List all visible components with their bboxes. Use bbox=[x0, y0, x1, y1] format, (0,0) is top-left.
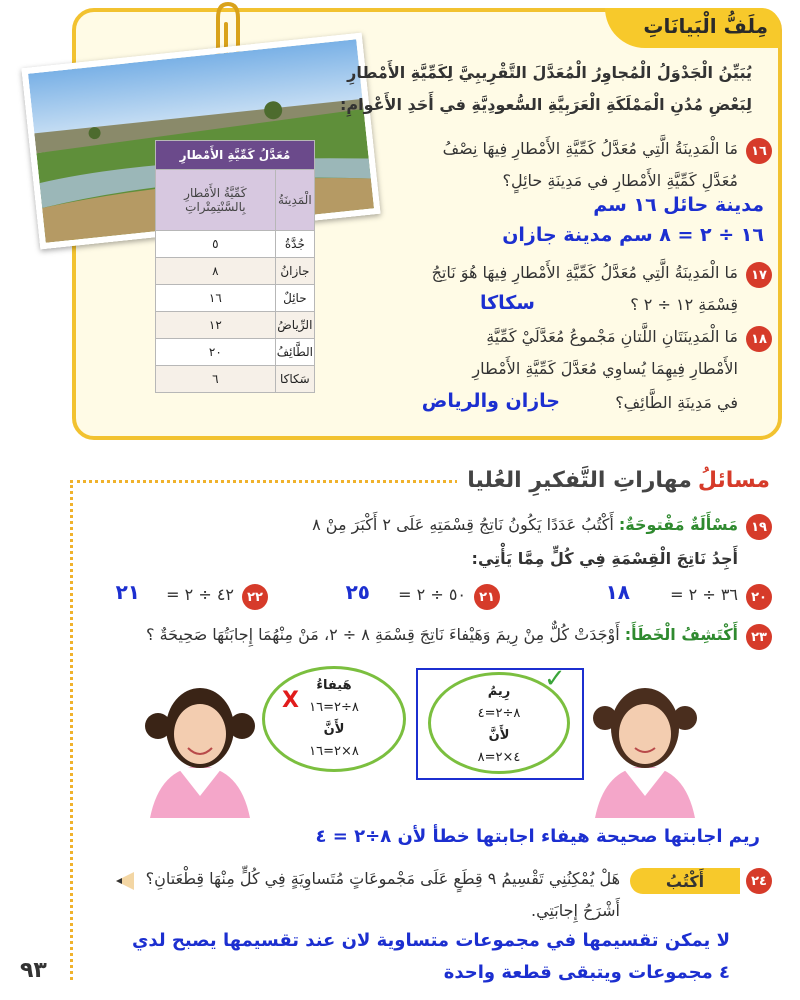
cell-value: ٨ bbox=[156, 258, 276, 285]
table-row bbox=[156, 366, 315, 393]
question-20-number: ٢٠ bbox=[746, 584, 772, 610]
question-23-text bbox=[58, 620, 738, 650]
question-23-label: أَكْتَشِفُ الْخَطَأَ: bbox=[624, 625, 738, 644]
cell-city: حائِلٌ bbox=[275, 285, 314, 312]
cell-city: جُدَّةُ bbox=[275, 231, 314, 258]
question-16-line-2: مُعَدَّلِ كَمِّيَّةِ الأَمْطارِ في مَدِينَةِ حائِلٍ؟ bbox=[502, 171, 738, 190]
table-row bbox=[156, 312, 315, 339]
data-file-title: مِلَفُّ الْبَيانَاتِ bbox=[643, 14, 768, 38]
girl-reem-illustration bbox=[575, 668, 715, 820]
question-17-answer: سكاكا bbox=[479, 292, 535, 314]
hots-heading bbox=[457, 460, 780, 500]
cell-value: ٥ bbox=[156, 231, 276, 258]
table-title: مُعَدَّلُ كَمِّيَّةِ الأَمْطارِ bbox=[156, 141, 315, 170]
question-20-answer: ١٨ bbox=[605, 580, 630, 604]
reem-name: رِيمُ bbox=[487, 684, 511, 699]
question-23-number: ٢٣ bbox=[746, 624, 772, 650]
question-18-line-1: مَا الْمَدِينَتَانِ اللَّتانِ مَجْموعُ مُعَدَّلَيْ كَمِّيَّةِ bbox=[486, 327, 738, 346]
intro-line-1: يُبَيِّنُ الْجَدْوَلُ الْمُجاوِرُ الْمُعَدَّلَ التَّقْرِيبِيَّ لِكَمِّيَّةِ الأَمْطارِ bbox=[347, 63, 752, 82]
girl-haifa-illustration bbox=[130, 668, 270, 820]
question-16-line-1: مَا الْمَدِينَةُ الَّتِي مُعَدَّلُ كَمِّيَّةِ الأَمْطارِ فِيهَا نِصْفُ bbox=[442, 139, 738, 158]
hots-heading-word-1: مسائلُ bbox=[697, 467, 770, 493]
haifa-name: هَيفاءُ bbox=[316, 678, 352, 693]
question-18-line-3: في مَدِينَةِ الطَّائِفِ؟ bbox=[615, 393, 738, 412]
cell-city: الطَّائِفُ bbox=[275, 339, 314, 366]
reem-check: ٤×٢=٨ bbox=[477, 750, 521, 765]
question-22-number: ٢٢ bbox=[242, 584, 268, 610]
question-18-answer: جازان والرياض bbox=[421, 390, 560, 412]
hots-heading-word-2: مهاراتِ التَّفكيرِ العُليا bbox=[467, 467, 692, 493]
cell-value: ٢٠ bbox=[156, 339, 276, 366]
question-16-answer-2: ١٦ ÷ ٢ = ٨ سم مدينة جازان bbox=[502, 224, 764, 246]
question-17-line-2: قِسْمَةِ ١٢ ÷ ٢ ؟ bbox=[630, 295, 738, 314]
table-header-amount: كَمِّيَّةُ الأَمْطارِ بِالسَّنْتِمِتْراتِ bbox=[156, 170, 276, 231]
page-number: ٩٣ bbox=[20, 958, 47, 983]
question-17-number: ١٧ bbox=[746, 262, 772, 288]
table-header-city: الْمَدِينَةُ bbox=[275, 170, 314, 231]
wrong-x-icon: X bbox=[282, 688, 299, 713]
cell-city: جازانُ bbox=[275, 258, 314, 285]
question-21-answer: ٢٥ bbox=[345, 580, 370, 604]
cell-value: ١٢ bbox=[156, 312, 276, 339]
question-24-line-1: هَلْ يُمْكِنُنِي تَقْسِيمُ ٩ قِطَعٍ عَلَى مَجْموعَاتٍ مُتَساوِيَةٍ فِي كُلٍّ مِنْهَا قِطْعَتانِ؟ bbox=[145, 869, 620, 888]
question-24-number: ٢٤ bbox=[746, 868, 772, 894]
question-23-answer: ريم اجابتها صحيحة هيفاء اجابتها خطأ لأن ٨÷٢ = ٤ bbox=[315, 826, 760, 847]
table-row bbox=[156, 339, 315, 366]
cell-city: سَكاكا bbox=[275, 366, 314, 393]
table-row bbox=[156, 285, 315, 312]
question-19-body: أَكْتُبُ عَدَدًا يَكُونُ نَاتِجُ قِسْمَتِهِ عَلَى ٢ أَكْبَرَ مِنْ ٨ bbox=[312, 515, 614, 534]
question-16-number: ١٦ bbox=[746, 138, 772, 164]
rainfall-table bbox=[155, 140, 315, 393]
question-18-number: ١٨ bbox=[746, 326, 772, 352]
question-21-expression: ٥٠ ÷ ٢ = bbox=[398, 585, 466, 604]
table-row bbox=[156, 258, 315, 285]
checkmark-icon: ✓ bbox=[544, 664, 566, 694]
intro-line-2: لِبَعْضِ مُدُنِ الْمَمْلَكَةِ الْعَرَبِيَّةِ السُّعودِيَّةِ في أَحَدِ الأَعْوامِ: bbox=[339, 95, 752, 114]
question-21-number: ٢١ bbox=[474, 584, 500, 610]
haifa-speech-bubble bbox=[262, 666, 406, 772]
question-19-text bbox=[58, 510, 738, 540]
haifa-check: ٨×٢=١٦ bbox=[309, 744, 359, 759]
haifa-division: ٨÷٢=١٦ bbox=[309, 700, 359, 715]
question-18-line-2: الأَمْطارِ فِيهِمَا يُساوِي مُعَدَّلَ كَمِّيَّةِ الأَمْطارِ bbox=[472, 359, 738, 378]
haifa-because: لأَنَّ bbox=[323, 722, 345, 737]
write-badge: أَكْتُبُ bbox=[630, 868, 740, 894]
cell-value: ٦ bbox=[156, 366, 276, 393]
question-22-expression: ٤٢ ÷ ٢ = bbox=[166, 585, 234, 604]
reem-division: ٨÷٢=٤ bbox=[477, 706, 521, 721]
question-22-answer: ٢١ bbox=[115, 580, 140, 604]
table-row bbox=[156, 231, 315, 258]
find-instruction: أَجِدُ نَاتِجَ الْقِسْمَةِ فِي كُلٍّ مِمَّا يَأْتِي: bbox=[471, 549, 738, 568]
question-17-line-1: مَا الْمَدِينَةُ الَّتِي مُعَدَّلُ كَمِّيَّةِ الأَمْطارِ فِيهَا هُوَ نَاتِجُ bbox=[431, 263, 738, 282]
reem-because: لأَنَّ bbox=[488, 728, 510, 743]
question-24-answer-2: ٤ مجموعات ويتبقى قطعة واحدة bbox=[443, 962, 730, 983]
question-24-answer-1: لا يمكن تقسيمها في مجموعات متساوية لان عند تقسيمها يصبح لدي bbox=[131, 930, 730, 951]
question-24-line-2: أَشْرَحُ إِجابَتِي. bbox=[530, 901, 620, 920]
question-23-body: أَوْجَدَتْ كُلٌّ مِنْ رِيمَ وَهَيْفاءَ نَاتِجَ قِسْمَةِ ٨ ÷ ٢، مَنْ مِنْهُمَا إِجابَتُهَا صَحِيحَةٌ ؟ bbox=[145, 625, 620, 644]
question-20-expression: ٣٦ ÷ ٢ = bbox=[670, 585, 738, 604]
cell-value: ١٦ bbox=[156, 285, 276, 312]
cell-city: الرِّياضُ bbox=[275, 312, 314, 339]
question-16-answer-1: مدينة حائل ١٦ سم bbox=[593, 194, 764, 216]
question-19-label: مَسْأَلَةٌ مَفْتوحَةٌ: bbox=[618, 515, 738, 534]
question-19-number: ١٩ bbox=[746, 514, 772, 540]
